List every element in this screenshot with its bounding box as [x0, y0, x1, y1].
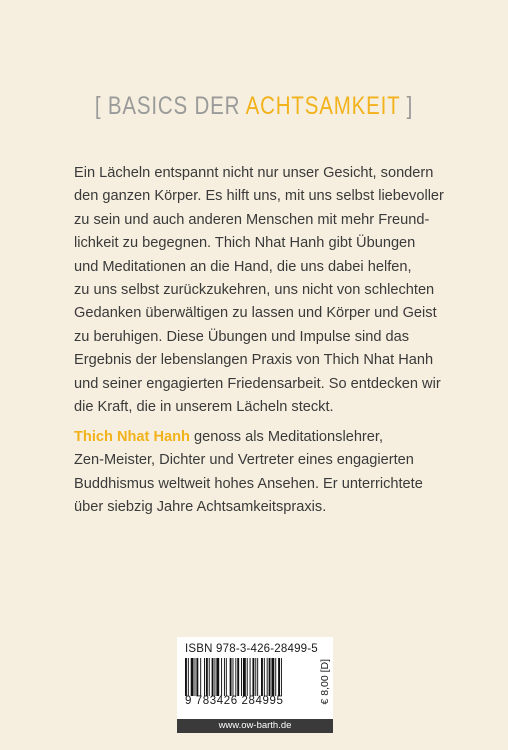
isbn-label: ISBN 978-3-426-28499-5: [185, 643, 318, 655]
blurb-line: und Meditationen an die Hand, die uns dabei helfen,: [74, 258, 412, 275]
blurb-line: zu sein und auch anderen Menschen mit mehr Freund-: [74, 211, 430, 228]
price-label: € 8,00 [D]: [319, 659, 331, 705]
barcode-digits: 9 783426 284995: [185, 695, 284, 707]
blurb-line: die Kraft, die in unserem Lächeln steckt.: [74, 399, 334, 416]
blurb-line: zu beruhigen. Diese Übungen und Impulse sind das: [74, 328, 410, 345]
author-name: Thich Nhat Hanh: [74, 429, 190, 445]
series-word-basics: BASICS DER: [107, 92, 241, 120]
bio-line: über siebzig Jahre Achtsamkeitspraxis.: [74, 499, 327, 516]
blurb-line: und seiner engagierten Friedensarbeit. So entdecken wir: [74, 375, 441, 392]
close-bracket: ]: [406, 92, 414, 120]
blurb-line: Ein Lächeln entspannt nicht nur unser Gesicht, sondern: [74, 165, 434, 181]
blurb-line: den ganzen Körper. Es hilft uns, mit uns selbst liebevoller: [74, 188, 444, 205]
blurb-line: Gedanken überwältigen zu lassen und Körper und Geist: [74, 305, 437, 322]
blurb-line: zu uns selbst zurückzukehren, uns nicht von schlechten: [74, 282, 435, 299]
bio-line: genoss als Meditationslehrer,: [189, 429, 384, 445]
blurb-line: Ergebnis der lebenslangen Praxis von Thich Nhat Hanh: [74, 352, 434, 369]
blurb-line: lichkeit zu begegnen. Thich Nhat Hanh gibt Übungen: [74, 235, 416, 252]
bio-line: Zen-Meister, Dichter und Vertreter eines engagierten: [74, 452, 414, 469]
barcode-icon: [185, 658, 317, 696]
author-bio: [74, 426, 454, 520]
book-blurb: [74, 162, 454, 419]
series-title: [46, 92, 463, 121]
publisher-website: www.ow-barth.de: [177, 719, 333, 733]
bio-line: Buddhismus weltweit hohes Ansehen. Er unterrichtete: [74, 475, 423, 492]
series-word-achtsamkeit: ACHTSAMKEIT: [245, 92, 401, 120]
barcode-box: [177, 637, 333, 733]
open-bracket: [: [94, 92, 102, 120]
